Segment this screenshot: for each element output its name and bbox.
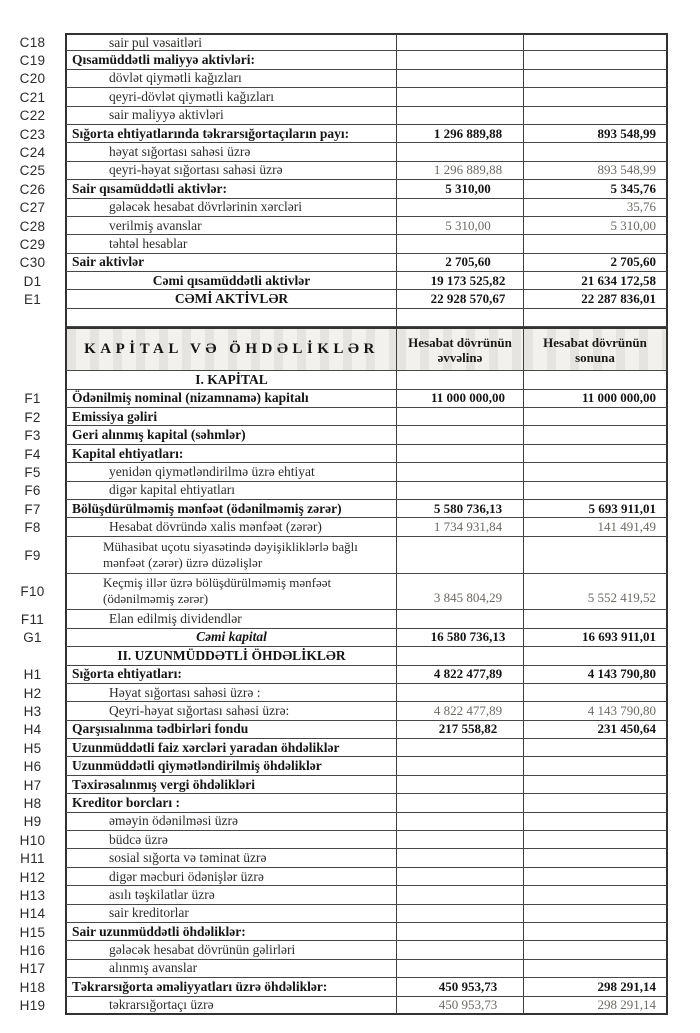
table-row-H7 xyxy=(0,776,668,794)
value-period-start xyxy=(397,371,524,389)
value-period-start: 22 928 570,67 xyxy=(397,290,524,308)
row-description: I. KAPİTAL xyxy=(65,371,397,389)
row-description: Cəmi qısamüddətli aktivlər xyxy=(65,272,397,290)
row-description: Keçmiş illər üzrə bölüşdürülməmiş mənfəət (ödənilməmiş zərər) xyxy=(65,574,397,611)
row-description xyxy=(65,309,397,327)
table-row-H6 xyxy=(0,757,668,775)
value-period-start: 217 558,82 xyxy=(397,721,524,739)
value-period-start xyxy=(397,739,524,757)
row-description: alınmış avanslar xyxy=(65,960,397,978)
table-row-C29 xyxy=(0,235,668,253)
row-code xyxy=(0,371,65,389)
row-code: F7 xyxy=(24,501,41,517)
table-row-F2 xyxy=(0,408,668,426)
row-code: H18 xyxy=(19,979,46,995)
value-period-start xyxy=(397,199,524,217)
table-row-H18 xyxy=(0,978,668,996)
value-period-start: 4 822 477,89 xyxy=(397,702,524,720)
table-row-C23 xyxy=(0,125,668,143)
value-period-end xyxy=(524,886,668,904)
row-description: həyat sığortası sahəsi üzrə xyxy=(65,143,397,161)
row-code: H16 xyxy=(19,943,46,959)
row-code: F2 xyxy=(24,409,41,425)
table-row-H12 xyxy=(0,868,668,886)
row-description: Həyat sığortası sahəsi üzrə : xyxy=(65,684,397,702)
value-period-start: 11 000 000,00 xyxy=(397,390,524,408)
value-period-start xyxy=(397,107,524,125)
value-period-end xyxy=(524,445,668,463)
row-code: H19 xyxy=(19,998,46,1014)
value-period-end xyxy=(524,739,668,757)
value-period-start: 5 310,00 xyxy=(397,180,524,198)
value-period-start xyxy=(397,33,524,51)
row-code: F6 xyxy=(24,483,41,499)
row-code: H2 xyxy=(23,685,42,701)
row-description: Sığorta ehtiyatlarında təkrarsığortaçıların payı: xyxy=(65,125,397,143)
row-description: əməyin ödənilməsi üzrə xyxy=(65,813,397,831)
row-description: Cəmi kapital xyxy=(65,629,397,647)
value-period-end: 893 548,99 xyxy=(524,125,668,143)
row-code: C28 xyxy=(19,218,46,234)
row-description: digər kapital ehtiyatları xyxy=(65,482,397,500)
value-period-end: 298 291,14 xyxy=(524,978,668,996)
table-row-H3 xyxy=(0,702,668,720)
row-description: II. UZUNMÜDDƏTLİ ÖHDƏLİKLƏR xyxy=(65,647,397,665)
table-row-E1 xyxy=(0,290,668,308)
row-code: C18 xyxy=(19,34,46,50)
value-period-end: 35,76 xyxy=(524,199,668,217)
row-code: C22 xyxy=(19,108,46,124)
value-period-end xyxy=(524,235,668,253)
row-description: Kapital ehtiyatları: xyxy=(65,445,397,463)
row-code: C26 xyxy=(19,181,46,197)
row-description: Qarşısıalınma tədbirləri fondu xyxy=(65,721,397,739)
value-period-end xyxy=(524,463,668,481)
row-code: C23 xyxy=(19,126,46,142)
row-code: H15 xyxy=(19,924,46,940)
row-description: Bölüşdürülməmiş mənfəət (ödənilməmiş zərər) xyxy=(65,500,397,518)
value-period-start: 5 580 736,13 xyxy=(397,500,524,518)
value-period-end: 16 693 911,01 xyxy=(524,629,668,647)
table-row xyxy=(0,309,668,327)
value-period-start xyxy=(397,309,524,327)
row-code: C20 xyxy=(19,71,46,87)
value-period-end xyxy=(524,684,668,702)
value-period-start xyxy=(397,235,524,253)
table-row-D1 xyxy=(0,272,668,290)
table-row-F10 xyxy=(0,574,668,611)
value-period-end: 2 705,60 xyxy=(524,254,668,272)
value-period-end: 141 491,49 xyxy=(524,518,668,536)
value-period-end xyxy=(524,923,668,941)
value-period-start xyxy=(397,610,524,628)
row-code: H9 xyxy=(23,814,42,830)
row-description: sair kreditorlar xyxy=(65,905,397,923)
row-description: sosial sığorta və təminat üzrə xyxy=(65,849,397,867)
row-code: E1 xyxy=(23,292,42,308)
table-row-F8 xyxy=(0,518,668,536)
value-period-end xyxy=(524,757,668,775)
value-period-start xyxy=(397,445,524,463)
row-code: H10 xyxy=(19,832,46,848)
row-description: Təxirəsalınmış vergi öhdəlikləri xyxy=(65,776,397,794)
value-period-end xyxy=(524,776,668,794)
table-row-C22 xyxy=(0,107,668,125)
table-row-H1 xyxy=(0,666,668,684)
value-period-start: 1 296 889,88 xyxy=(397,162,524,180)
row-code: H4 xyxy=(23,722,42,738)
table-row-H13 xyxy=(0,886,668,904)
row-description: digər məcburi ödənişlər üzrə xyxy=(65,868,397,886)
value-period-start xyxy=(397,886,524,904)
row-code: H12 xyxy=(19,869,46,885)
row-code: H7 xyxy=(23,777,42,793)
row-code: C24 xyxy=(19,145,46,161)
row-description: gələcək hesabat dövrünün gəlirləri xyxy=(65,941,397,959)
value-period-end xyxy=(524,33,668,51)
table-row-H16 xyxy=(0,941,668,959)
value-period-end xyxy=(524,482,668,500)
row-description: qeyri-həyat sığortası sahəsi üzrə xyxy=(65,162,397,180)
row-code: F3 xyxy=(24,428,41,444)
value-period-start xyxy=(397,905,524,923)
table-row-C18 xyxy=(0,33,668,51)
table-row-H9 xyxy=(0,813,668,831)
row-code: D1 xyxy=(23,273,42,289)
value-period-end xyxy=(524,88,668,106)
table-row-H10 xyxy=(0,831,668,849)
value-period-start: Hesabat dövrünün əvvəlinə xyxy=(397,327,524,371)
value-period-start: 450 953,73 xyxy=(397,978,524,996)
row-description: sair maliyyə aktivləri xyxy=(65,107,397,125)
value-period-end: 893 548,99 xyxy=(524,162,668,180)
value-period-end xyxy=(524,70,668,88)
table-row-H17 xyxy=(0,960,668,978)
value-period-start xyxy=(397,684,524,702)
value-period-start: 4 822 477,89 xyxy=(397,666,524,684)
value-period-end xyxy=(524,426,668,444)
value-period-end: Hesabat dövrünün sonuna xyxy=(524,327,668,371)
row-description: büdcə üzrə xyxy=(65,831,397,849)
row-description: Uzunmüddətli qiymətləndirilmiş öhdəliklər xyxy=(65,757,397,775)
value-period-start xyxy=(397,537,524,574)
table-row-H8 xyxy=(0,794,668,812)
value-period-start: 16 580 736,13 xyxy=(397,629,524,647)
value-period-end xyxy=(524,647,668,665)
value-period-end: 4 143 790,80 xyxy=(524,666,668,684)
table-row-F3 xyxy=(0,426,668,444)
value-period-start: 5 310,00 xyxy=(397,217,524,235)
value-period-start xyxy=(397,88,524,106)
value-period-end: 5 310,00 xyxy=(524,217,668,235)
value-period-end: 298 291,14 xyxy=(524,997,668,1015)
row-description: Mühasibat uçotu siyasətində dəyişikliklərlə bağlı mənfəət (zərər) üzrə düzəlişlər xyxy=(65,537,397,574)
value-period-start xyxy=(397,408,524,426)
row-code xyxy=(0,647,65,665)
row-description: təhtəl hesablar xyxy=(65,235,397,253)
row-code: C30 xyxy=(19,255,46,271)
value-period-start xyxy=(397,482,524,500)
row-code: F4 xyxy=(24,446,41,462)
table-row-F1 xyxy=(0,390,668,408)
row-description: sair pul vəsaitləri xyxy=(65,33,397,51)
row-description: asılı təşkilatlar üzrə xyxy=(65,886,397,904)
value-period-start: 3 845 804,29 xyxy=(397,574,524,611)
table-column-header-row xyxy=(0,327,668,371)
table-row-F9 xyxy=(0,537,668,574)
row-description: Qeyri-həyat sığortası sahəsi üzrə: xyxy=(65,702,397,720)
value-period-end xyxy=(524,813,668,831)
table-row-C20 xyxy=(0,70,668,88)
value-period-start xyxy=(397,51,524,69)
value-period-end xyxy=(524,905,668,923)
value-period-end: 231 450,64 xyxy=(524,721,668,739)
table-row-G1 xyxy=(0,629,668,647)
row-description: Emissiya gəliri xyxy=(65,408,397,426)
row-code: C21 xyxy=(19,89,46,105)
row-description: gələcək hesabat dövrlərinin xərcləri xyxy=(65,199,397,217)
row-code: H14 xyxy=(19,906,46,922)
value-period-start xyxy=(397,960,524,978)
balance-sheet-table xyxy=(0,33,668,1015)
row-description: CƏMİ AKTİVLƏR xyxy=(65,290,397,308)
row-code: H6 xyxy=(23,759,42,775)
value-period-start xyxy=(397,70,524,88)
row-code: G1 xyxy=(23,630,42,646)
row-description: Sığorta ehtiyatları: xyxy=(65,666,397,684)
row-code: H1 xyxy=(23,667,42,683)
row-description: Kreditor borcları : xyxy=(65,794,397,812)
row-description: qeyri-dövlət qiymətli kağızları xyxy=(65,88,397,106)
value-period-start: 19 173 525,82 xyxy=(397,272,524,290)
table-row-C25 xyxy=(0,162,668,180)
table-row-C27 xyxy=(0,199,668,217)
value-period-start: 2 705,60 xyxy=(397,254,524,272)
row-code: F1 xyxy=(24,391,41,407)
row-code: F10 xyxy=(20,584,45,600)
value-period-end xyxy=(524,849,668,867)
table-row-H14 xyxy=(0,905,668,923)
table-row-H4 xyxy=(0,721,668,739)
table-row-F11 xyxy=(0,610,668,628)
value-period-end xyxy=(524,107,668,125)
value-period-end xyxy=(524,831,668,849)
value-period-end xyxy=(524,371,668,389)
value-period-start xyxy=(397,426,524,444)
value-period-start xyxy=(397,647,524,665)
value-period-start: 1 296 889,88 xyxy=(397,125,524,143)
value-period-end xyxy=(524,868,668,886)
value-period-end: 5 345,76 xyxy=(524,180,668,198)
row-description: Qısamüddətli maliyyə aktivləri: xyxy=(65,51,397,69)
value-period-start xyxy=(397,868,524,886)
row-code xyxy=(0,309,65,327)
value-period-end: 5 693 911,01 xyxy=(524,500,668,518)
row-code: C29 xyxy=(19,236,46,252)
row-description: KAPİTAL VƏ ÖHDƏLİKLƏR xyxy=(65,327,397,371)
value-period-end xyxy=(524,610,668,628)
row-code: F9 xyxy=(24,547,41,563)
value-period-start xyxy=(397,757,524,775)
value-period-end xyxy=(524,960,668,978)
table-row-H19 xyxy=(0,997,668,1015)
table-row-F4 xyxy=(0,445,668,463)
row-description: verilmiş avanslar xyxy=(65,217,397,235)
row-code: H17 xyxy=(19,961,46,977)
table-row-C30 xyxy=(0,254,668,272)
value-period-start xyxy=(397,849,524,867)
value-period-start xyxy=(397,941,524,959)
table-row-H2 xyxy=(0,684,668,702)
table-row-H15 xyxy=(0,923,668,941)
row-description: Ödənilmiş nominal (nizamnamə) kapitalı xyxy=(65,390,397,408)
table-row-C24 xyxy=(0,143,668,161)
row-code: F8 xyxy=(24,520,41,536)
value-period-start xyxy=(397,794,524,812)
value-period-start xyxy=(397,813,524,831)
row-code: H11 xyxy=(20,851,45,867)
value-period-start xyxy=(397,143,524,161)
row-code: H13 xyxy=(19,887,46,903)
table-row-F5 xyxy=(0,463,668,481)
value-period-end xyxy=(524,537,668,574)
value-period-end xyxy=(524,794,668,812)
row-description: Uzunmüddətli faiz xərcləri yaradan öhdəliklər xyxy=(65,739,397,757)
row-code: C19 xyxy=(19,53,46,69)
table-section-row xyxy=(0,647,668,665)
value-period-end: 4 143 790,80 xyxy=(524,702,668,720)
value-period-end xyxy=(524,143,668,161)
value-period-end: 5 552 419,52 xyxy=(524,574,668,611)
value-period-start xyxy=(397,923,524,941)
row-code: F5 xyxy=(24,464,41,480)
row-description: Elan edilmiş dividendlər xyxy=(65,610,397,628)
table-row-F7 xyxy=(0,500,668,518)
row-description: təkrarsığortaçı üzrə xyxy=(65,997,397,1015)
row-description: Geri alınmış kapital (səhmlər) xyxy=(65,426,397,444)
value-period-end xyxy=(524,941,668,959)
value-period-end: 21 634 172,58 xyxy=(524,272,668,290)
row-code xyxy=(0,327,65,371)
table-row-C26 xyxy=(0,180,668,198)
value-period-start xyxy=(397,463,524,481)
row-code: C25 xyxy=(19,163,46,179)
table-row-F6 xyxy=(0,482,668,500)
table-section-row xyxy=(0,371,668,389)
value-period-end xyxy=(524,309,668,327)
row-code: C27 xyxy=(19,200,46,216)
table-row-H5 xyxy=(0,739,668,757)
value-period-end xyxy=(524,51,668,69)
row-code: H3 xyxy=(23,704,42,719)
value-period-start xyxy=(397,776,524,794)
row-code: H5 xyxy=(23,740,42,756)
row-description: Təkrarsığorta əməliyyatları üzrə öhdəliklər: xyxy=(65,978,397,996)
table-row-C21 xyxy=(0,88,668,106)
value-period-end xyxy=(524,408,668,426)
row-code: F11 xyxy=(20,612,45,628)
value-period-end: 11 000 000,00 xyxy=(524,390,668,408)
row-description: Sair uzunmüddətli öhdəliklər: xyxy=(65,923,397,941)
value-period-start xyxy=(397,831,524,849)
row-code: H8 xyxy=(23,795,42,811)
row-description: Hesabat dövründə xalis mənfəət (zərər) xyxy=(65,518,397,536)
table-row-C19 xyxy=(0,51,668,69)
value-period-start: 1 734 931,84 xyxy=(397,518,524,536)
table-row-C28 xyxy=(0,217,668,235)
row-description: yenidən qiymətləndirilmə üzrə ehtiyat xyxy=(65,463,397,481)
row-description: Sair qısamüddətli aktivlər: xyxy=(65,180,397,198)
value-period-end: 22 287 836,01 xyxy=(524,290,668,308)
table-row-H11 xyxy=(0,849,668,867)
value-period-start: 450 953,73 xyxy=(397,997,524,1015)
row-description: Sair aktivlər xyxy=(65,254,397,272)
row-description: dövlət qiymətli kağızları xyxy=(65,70,397,88)
